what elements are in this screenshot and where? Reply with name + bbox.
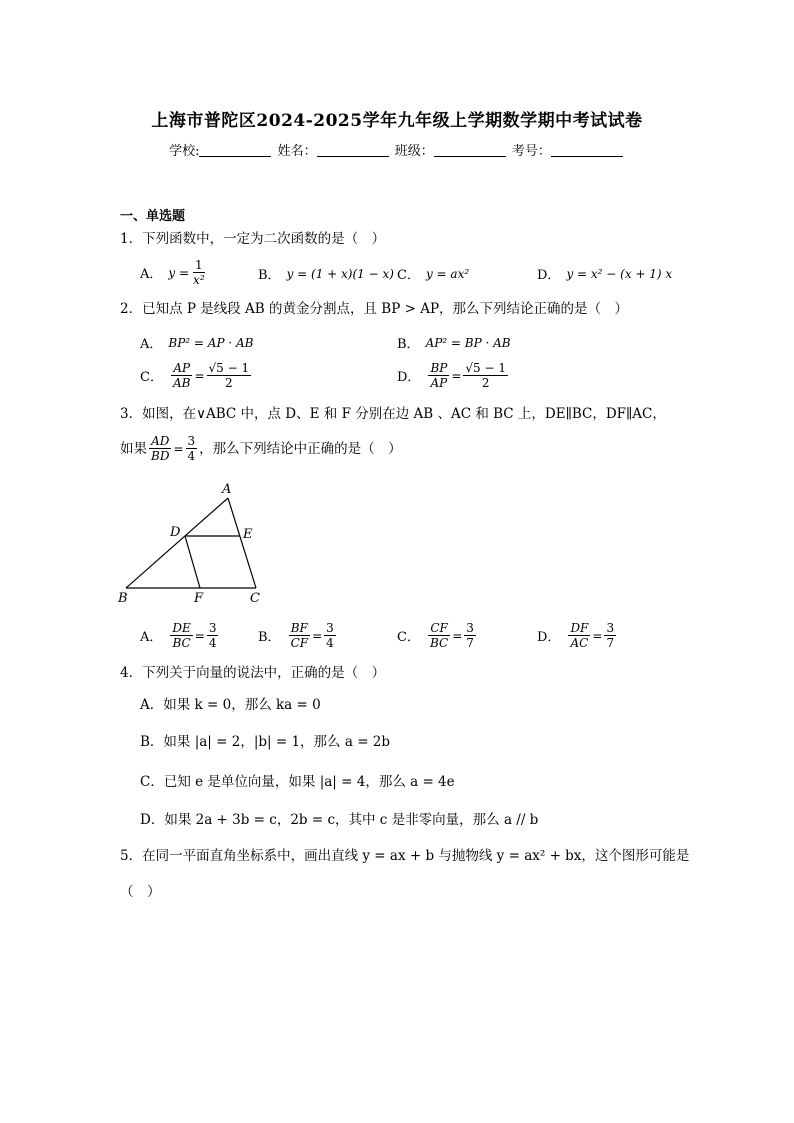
q1-a-numerator: 1 bbox=[195, 258, 203, 272]
q1-b-expr: y = (1 + x)(1 − x) bbox=[286, 266, 394, 281]
q3-c-rnum: 3 bbox=[466, 621, 474, 635]
q3-if-text: 如果 bbox=[120, 440, 147, 457]
q2-c-lhs-num: AP bbox=[173, 361, 191, 375]
question-1-stem: 1．下列函数中，一定为二次函数的是（ ） bbox=[120, 231, 386, 247]
q1-a-lhs: y = bbox=[168, 265, 190, 280]
page-title: 上海市普陀区2024-2025学年九年级上学期数学期中考试试卷 bbox=[151, 111, 643, 131]
q3-a-num: DE bbox=[172, 621, 191, 635]
q1-a-fraction bbox=[191, 258, 207, 287]
q3-d-rhs bbox=[604, 621, 616, 650]
q3-option-a[interactable] bbox=[140, 621, 220, 650]
q3-a-lhs bbox=[170, 621, 192, 650]
q3-cond-rnum: 3 bbox=[187, 434, 196, 448]
q3-cond-rden: 4 bbox=[187, 449, 196, 463]
q4-option-b[interactable]: B．如果 |a| = 2，|b| = 1，那么 a = 2b bbox=[140, 734, 391, 750]
q3-d-lhs bbox=[568, 621, 590, 650]
point-e-label: E bbox=[243, 527, 253, 542]
point-f-label: F bbox=[194, 591, 204, 606]
q3-option-d[interactable] bbox=[537, 621, 618, 650]
q2-option-b[interactable] bbox=[397, 333, 511, 352]
q2-d-rhs-fraction bbox=[463, 361, 508, 390]
q2-option-c[interactable] bbox=[140, 361, 253, 390]
q3-a-rnum: 3 bbox=[208, 621, 217, 635]
q2-c-label: C． bbox=[140, 370, 163, 385]
q3-c-den: BC bbox=[429, 636, 449, 650]
school-blank[interactable] bbox=[199, 143, 271, 157]
q3-d-rden: 7 bbox=[606, 636, 615, 650]
q3-b-rhs bbox=[324, 621, 336, 650]
q3-c-rhs bbox=[464, 621, 476, 650]
q2-a-expr: BP² = AP · AB bbox=[168, 335, 254, 350]
q3-b-rden: 4 bbox=[326, 636, 334, 650]
question-3-stem-line1: 3．如图，在∨ABC 中，点 D、E 和 F 分别在边 AB 、AC 和 BC 上，DE∥BC，DF∥AC， bbox=[120, 406, 666, 422]
q1-d-expr: y = x² − (x + 1) x bbox=[566, 266, 673, 281]
q2-c-lhs-den: AB bbox=[172, 376, 191, 390]
q3-c-label: C． bbox=[397, 630, 420, 645]
section-heading: 一、单选题 bbox=[120, 209, 186, 224]
q1-a-denominator: x² bbox=[193, 273, 205, 287]
q3-condition-fraction bbox=[149, 434, 171, 463]
q3-d-num: DF bbox=[570, 621, 589, 635]
q1-option-c[interactable] bbox=[397, 264, 469, 283]
q2-d-lhs-fraction bbox=[428, 361, 449, 390]
q3-b-label: B． bbox=[258, 630, 281, 645]
exam-no-blank[interactable] bbox=[551, 143, 623, 157]
q2-d-rhs-num: √5 − 1 bbox=[465, 361, 507, 375]
segment-df bbox=[185, 536, 200, 588]
q3-c-rden: 7 bbox=[466, 636, 474, 650]
q3-b-equals: = bbox=[312, 628, 323, 643]
q3-d-rnum: 3 bbox=[606, 621, 615, 635]
q4-option-c[interactable]: C．已知 e 是单位向量，如果 |a| = 4，那么 a = 4e bbox=[140, 774, 455, 790]
q3-option-c[interactable] bbox=[397, 621, 478, 650]
q2-c-equals: = bbox=[194, 368, 205, 383]
q3-cond-den: BD bbox=[151, 449, 170, 463]
q2-d-equals: = bbox=[451, 368, 462, 383]
q2-c-rhs-fraction bbox=[207, 361, 252, 390]
question-3-stem-line2 bbox=[120, 434, 402, 463]
class-blank[interactable] bbox=[434, 143, 506, 157]
class-label: 班级： bbox=[394, 144, 434, 159]
q1-option-a[interactable] bbox=[140, 258, 209, 287]
q2-option-d[interactable] bbox=[397, 361, 510, 390]
name-blank[interactable] bbox=[317, 143, 389, 157]
q3-c-equals: = bbox=[452, 628, 463, 643]
q2-d-lhs-num: BP bbox=[430, 361, 448, 375]
q3-a-equals: = bbox=[194, 628, 205, 643]
q3-option-b[interactable] bbox=[258, 621, 338, 650]
question-5-paren: （ ） bbox=[120, 884, 161, 900]
q3-a-label: A． bbox=[140, 630, 163, 645]
q3-b-lhs bbox=[289, 621, 311, 650]
school-label: 学校: bbox=[169, 144, 200, 159]
q3-a-den: BC bbox=[172, 636, 191, 650]
q4-option-a[interactable]: A．如果 k = 0，那么 ka = 0 bbox=[140, 697, 321, 713]
point-d-label: D bbox=[170, 525, 181, 540]
q1-b-label: B． bbox=[258, 268, 281, 283]
exam-no-label: 考号： bbox=[511, 144, 551, 159]
point-b-label: B bbox=[118, 591, 128, 606]
q1-option-d[interactable] bbox=[537, 264, 672, 283]
q3-condition-ratio bbox=[186, 434, 198, 463]
q2-b-expr: AP² = BP · AB bbox=[425, 335, 511, 350]
q3-a-rhs bbox=[207, 621, 219, 650]
question-5-stem: 5．在同一平面直角坐标系中，画出直线 y = ax + b 与抛物线 y = ax² + bx，这个图形可能是 bbox=[120, 848, 690, 864]
question-2-stem: 2．已知点 P 是线段 AB 的黄金分割点，且 BP > AP，那么下列结论正确的是（ ） bbox=[120, 301, 629, 317]
q2-c-lhs-fraction bbox=[171, 361, 192, 390]
q2-c-rhs-num: √5 − 1 bbox=[208, 361, 250, 375]
q3-b-num: BF bbox=[290, 621, 308, 635]
q3-c-num: CF bbox=[430, 621, 448, 635]
q3-cond-equals: = bbox=[173, 441, 184, 456]
side-ab bbox=[126, 498, 228, 588]
student-info-line bbox=[0, 140, 794, 159]
q1-a-label: A． bbox=[140, 267, 163, 282]
point-c-label: C bbox=[250, 591, 260, 606]
q2-a-label: A． bbox=[140, 337, 163, 352]
q1-c-expr: y = ax² bbox=[425, 266, 470, 281]
point-a-label: A bbox=[222, 482, 232, 497]
q2-d-label: D． bbox=[397, 370, 421, 385]
q2-d-rhs-den: 2 bbox=[481, 376, 490, 390]
q3-b-rnum: 3 bbox=[326, 621, 334, 635]
q2-d-lhs-den: AP bbox=[430, 376, 448, 390]
q3-ask-text: ，那么下列结论中正确的是（ ） bbox=[199, 440, 402, 457]
q3-a-rden: 4 bbox=[208, 636, 217, 650]
q1-option-b[interactable] bbox=[258, 264, 394, 283]
triangle-figure bbox=[114, 478, 274, 608]
q1-c-label: C． bbox=[397, 268, 420, 283]
q2-c-rhs-den: 2 bbox=[224, 376, 233, 390]
q2-option-a[interactable] bbox=[140, 333, 253, 352]
q3-d-equals: = bbox=[592, 628, 603, 643]
q3-d-den: AC bbox=[570, 636, 589, 650]
q4-option-d[interactable]: D．如果 2a + 3b = c，2b = c，其中 c 是非零向量，那么 a // b bbox=[140, 812, 539, 828]
name-label: 姓名： bbox=[277, 144, 317, 159]
q3-b-den: CF bbox=[290, 636, 309, 650]
q1-d-label: D． bbox=[537, 268, 561, 283]
q3-c-lhs bbox=[428, 621, 450, 650]
question-4-stem: 4．下列关于向量的说法中，正确的是（ ） bbox=[120, 665, 386, 681]
q3-d-label: D． bbox=[537, 630, 561, 645]
side-ac bbox=[228, 498, 256, 588]
q3-cond-num: AD bbox=[151, 434, 170, 448]
q2-b-label: B． bbox=[397, 337, 420, 352]
